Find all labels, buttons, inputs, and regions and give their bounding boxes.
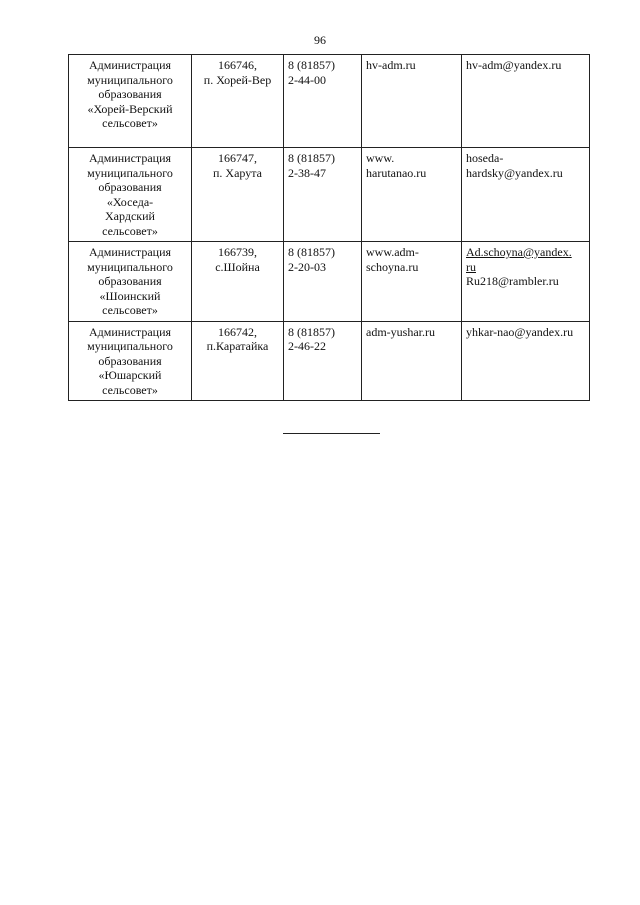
administration-name-line: образования xyxy=(98,87,162,101)
page-number: 96 xyxy=(314,33,326,47)
table-row xyxy=(69,321,590,401)
email-link[interactable]: hv-adm@yandex.ru xyxy=(466,58,562,72)
email-link[interactable]: hardsky@yandex.ru xyxy=(466,165,563,180)
phone-code: 8 (81857) xyxy=(288,245,335,259)
administration-name-line: Администрация xyxy=(88,58,172,72)
website-cell xyxy=(362,321,462,401)
table-row xyxy=(69,148,590,242)
postal-address-cell xyxy=(192,242,284,322)
email-link[interactable]: yhkar-nao@yandex.ru xyxy=(466,324,574,339)
administration-name-line: сельсовет» xyxy=(102,303,158,317)
table-row xyxy=(69,55,590,148)
phone-cell xyxy=(284,55,362,148)
phone-cell xyxy=(284,242,362,322)
settlement-name: п.Каратайка xyxy=(206,339,269,353)
administration-name-line: образования xyxy=(98,274,162,288)
phone-cell xyxy=(284,148,362,242)
website-link[interactable]: hv-adm.ru xyxy=(366,58,416,72)
email-cell xyxy=(462,242,590,322)
phone-cell xyxy=(284,321,362,401)
administration-name-cell xyxy=(69,148,192,242)
email-cell xyxy=(462,148,590,242)
end-of-document-rule xyxy=(283,433,380,434)
administration-name-line: сельсовет» xyxy=(102,223,158,238)
administration-name-line: «Юшарский xyxy=(98,368,162,382)
settlement-name: п. Харута xyxy=(213,165,262,180)
phone-code: 8 (81857) xyxy=(288,58,335,72)
email-link[interactable]: Ru218@rambler.ru xyxy=(466,274,559,288)
administration-name-line: Хардский xyxy=(105,209,155,223)
settlement-name: с.Шойна xyxy=(215,259,260,274)
administration-name-line: Администрация xyxy=(88,245,172,259)
phone-code: 8 (81857) xyxy=(288,151,335,165)
phone-number: 2-38-47 xyxy=(288,165,326,180)
administration-name-line: образования xyxy=(98,180,162,194)
postal-address-cell xyxy=(192,321,284,401)
phone-number: 2-20-03 xyxy=(288,259,326,274)
contacts-table xyxy=(68,54,590,401)
administration-name-line: сельсовет» xyxy=(102,382,158,397)
website-link[interactable]: www. xyxy=(366,151,395,165)
website-link[interactable]: adm-yushar.ru xyxy=(366,324,435,339)
administration-name-line: образования xyxy=(98,353,162,368)
phone-code: 8 (81857) xyxy=(288,324,335,339)
email-link[interactable]: ru xyxy=(466,259,476,274)
postal-address-cell xyxy=(192,55,284,148)
administration-name-line: муниципального xyxy=(87,259,173,274)
email-link[interactable]: hoseda- xyxy=(466,151,504,165)
administration-name-line: «Хорей-Верский xyxy=(87,101,173,116)
administration-name-cell xyxy=(69,321,192,401)
website-cell xyxy=(362,148,462,242)
administration-name-line: муниципального xyxy=(87,339,173,353)
postal-index: 166742, xyxy=(218,324,257,339)
postal-index: 166746, xyxy=(218,58,257,72)
email-link[interactable]: Ad.schoyna@yandex. xyxy=(466,245,572,259)
administration-name-line: Администрация xyxy=(88,324,172,339)
administration-name-cell xyxy=(69,55,192,148)
administration-name-line: муниципального xyxy=(87,165,173,180)
phone-number: 2-44-00 xyxy=(288,72,326,87)
postal-address-cell xyxy=(192,148,284,242)
website-cell xyxy=(362,55,462,148)
website-link[interactable]: harutanao.ru xyxy=(366,165,427,180)
administration-name-line: Администрация xyxy=(88,151,172,165)
postal-index: 166747, xyxy=(218,151,257,165)
email-cell xyxy=(462,55,590,148)
administration-name-cell xyxy=(69,242,192,322)
website-link[interactable]: www.adm- xyxy=(366,245,419,259)
administration-name-line: сельсовет» xyxy=(102,116,158,130)
website-cell xyxy=(362,242,462,322)
email-cell xyxy=(462,321,590,401)
settlement-name: п. Хорей-Вер xyxy=(203,72,272,87)
administration-name-line: «Хоседа- xyxy=(106,194,154,209)
administration-name-line: «Шоинский xyxy=(99,288,161,303)
table-row xyxy=(69,242,590,322)
phone-number: 2-46-22 xyxy=(288,339,326,353)
administration-name-line: муниципального xyxy=(87,72,173,87)
website-link[interactable]: schoyna.ru xyxy=(366,259,419,274)
postal-index: 166739, xyxy=(218,245,257,259)
